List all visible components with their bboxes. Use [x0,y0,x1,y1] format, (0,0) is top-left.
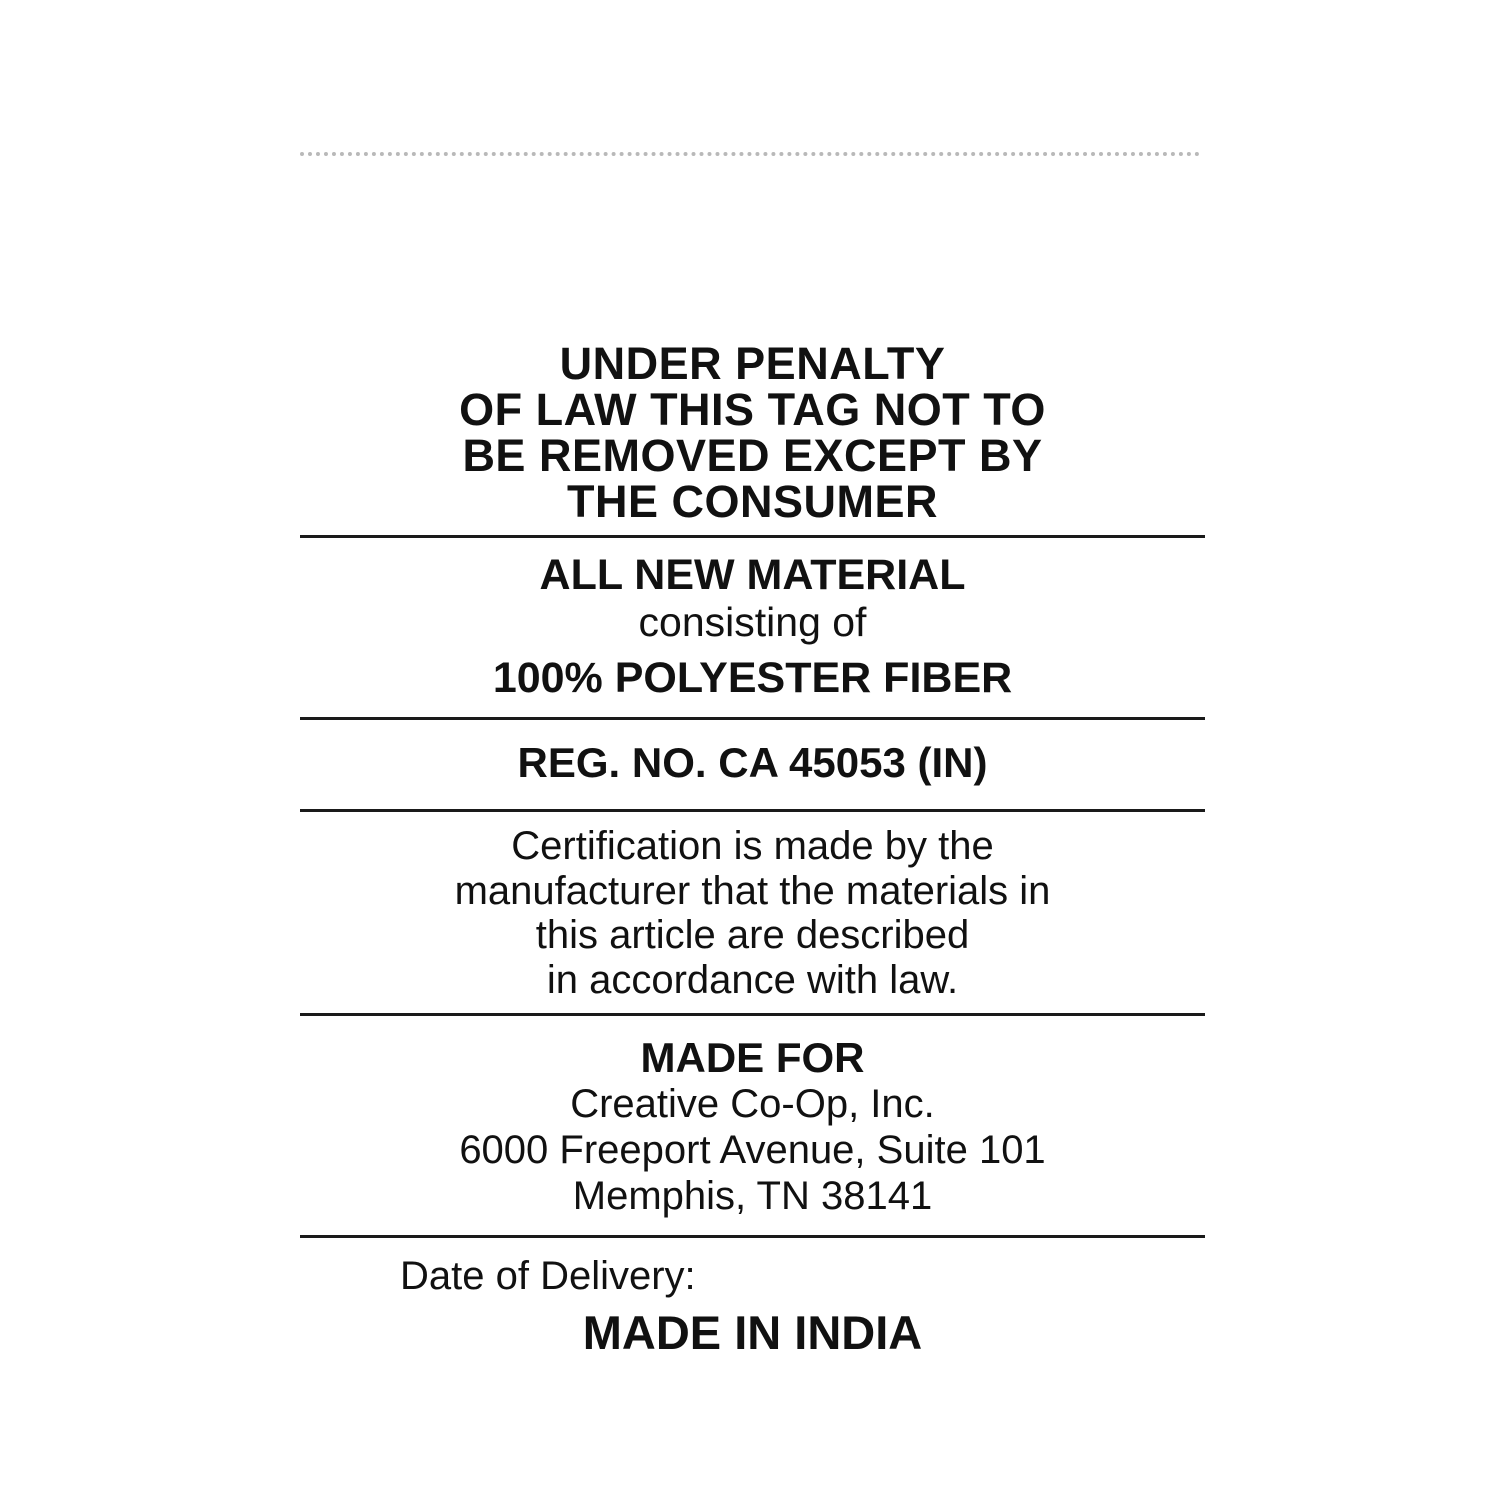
made-for-street: 6000 Freeport Avenue, Suite 101 [459,1127,1046,1172]
penalty-notice-line-2: OF LAW THIS TAG NOT TO [459,383,1046,435]
certification-line-4: in accordance with law. [546,958,959,1003]
made-for-section [300,1016,1205,1235]
registration-number: REG. NO. CA 45053 (IN) [517,739,988,787]
made-for-address [300,1082,1205,1227]
certification-statement [300,812,1205,1013]
perforation-tear-line [300,152,1200,162]
material-fiber-content: 100% POLYESTER FIBER [492,654,1013,702]
material-section [300,538,1205,718]
material-heading: ALL NEW MATERIAL [539,550,966,599]
made-for-heading: MADE FOR [640,1034,865,1082]
penalty-notice-line-3: BE REMOVED EXCEPT BY [462,429,1043,481]
country-of-origin: MADE IN INDIA [582,1306,923,1360]
registration-section [300,720,1205,808]
penalty-notice-line-4: THE CONSUMER [566,475,938,527]
certification-line-1: Certification is made by the [511,823,994,868]
material-consisting-of: consisting of [638,598,867,645]
certification-line-2: manufacturer that the materials in [454,868,1051,913]
made-for-city-state-zip: Memphis, TN 38141 [572,1173,933,1218]
label-content [300,335,1205,1360]
made-for-company: Creative Co-Op, Inc. [570,1082,935,1127]
penalty-notice [300,335,1205,535]
date-of-delivery-field[interactable] [300,1238,1205,1300]
penalty-notice-line-1: UNDER PENALTY [559,338,946,389]
certification-line-3: this article are described [535,913,970,958]
date-of-delivery-label: Date of Delivery: [400,1254,696,1299]
